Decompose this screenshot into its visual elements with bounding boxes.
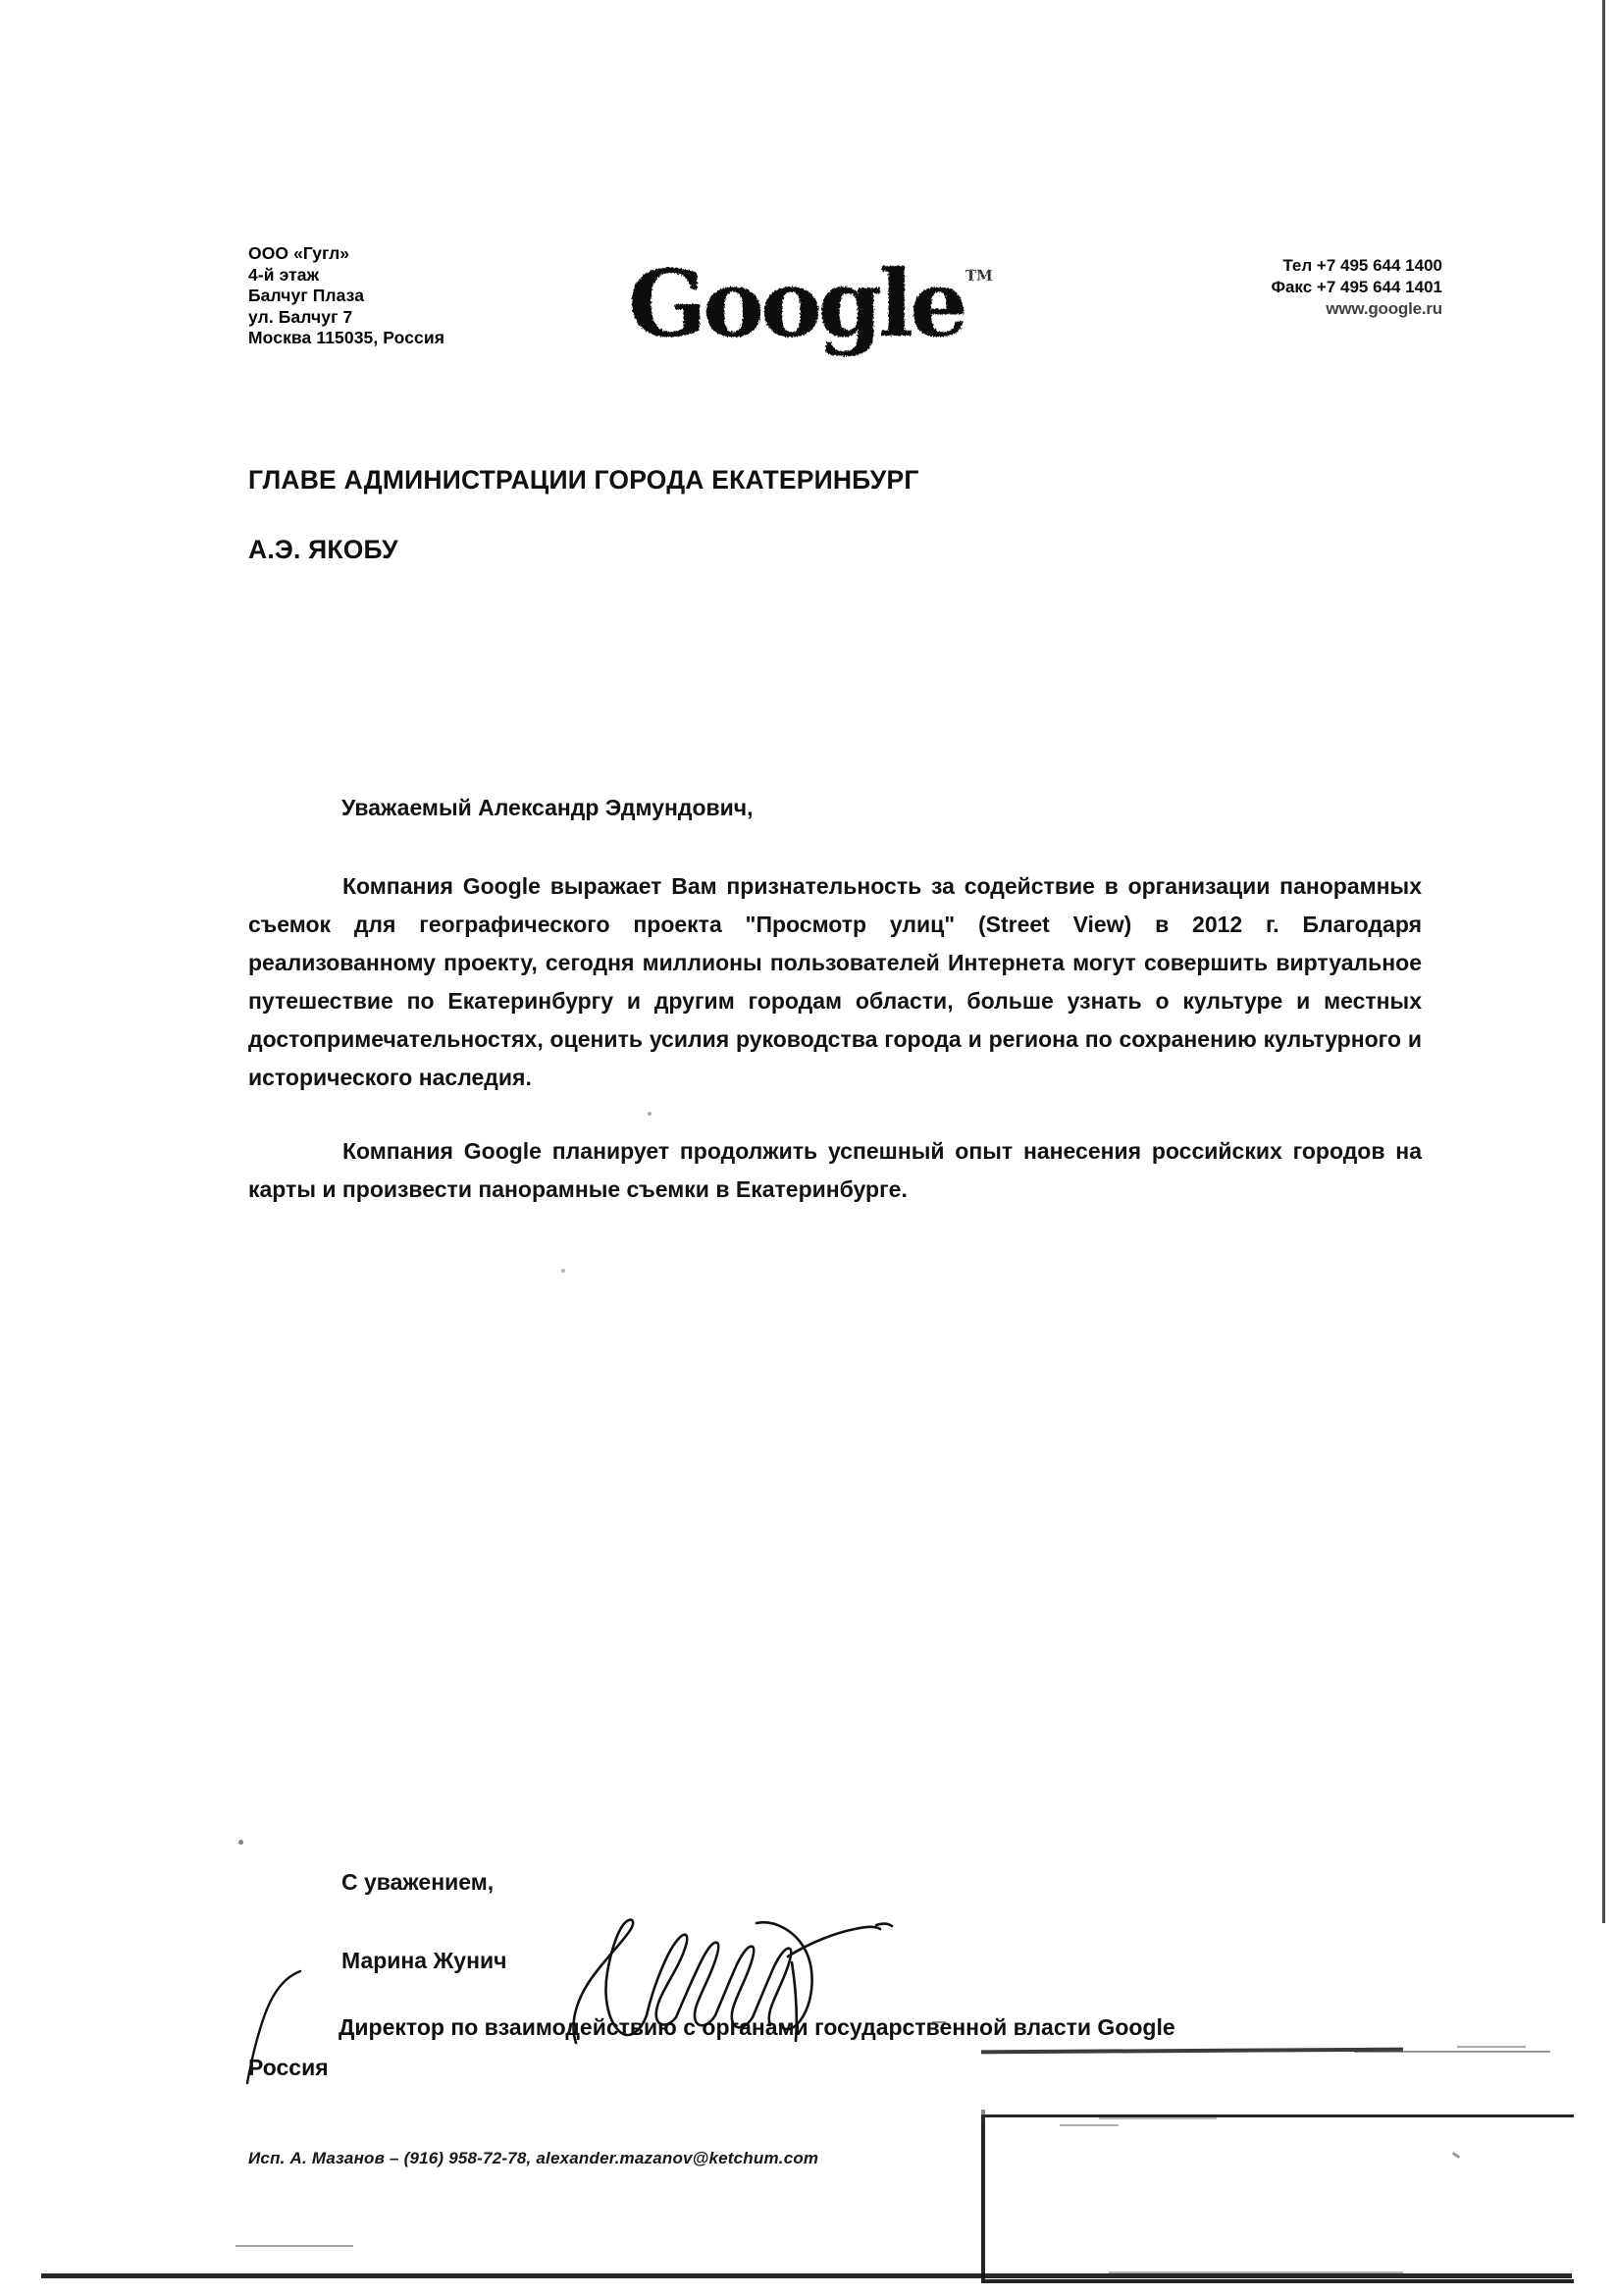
sender-address-line: 4-й этаж <box>248 264 320 285</box>
body-paragraph: Компания Google планирует продолжить успешный опыт нанесения российских городов на карты и произвести панорамные съемки в Екатеринбурге. <box>248 1138 1422 1202</box>
website-url: www.google.ru <box>1326 299 1442 318</box>
signer-name: Марина Жунич <box>341 1948 507 1973</box>
google-logo-texture-icon <box>628 245 1020 363</box>
letter-body <box>248 867 1422 1209</box>
sender-address-line: OOO «Гугл» <box>248 243 350 263</box>
google-logo <box>628 245 1020 363</box>
sender-address-line: Москва 115035, Россия <box>248 328 445 347</box>
svg-text:Google: Google <box>628 250 965 358</box>
salutation: Уважаемый Александр Эдмундович, <box>341 795 754 820</box>
svg-text:TM: TM <box>965 267 993 285</box>
sender-address-line: Балчуг Плаза <box>248 286 365 305</box>
addressee-title: ГЛАВЕ АДМИНИСТРАЦИИ ГОРОДА ЕКАТЕРИНБУРГ <box>248 465 919 495</box>
body-paragraph: Компания Google выражает Вам признательность за содействие в организации панорамных съемок для географического проекта "Просмотр улиц" (Street View) в 2012 г. Благодаря реализованному проекту, сегодня миллионы пользователей Интернета могут совершить виртуальное путешествие по Екатеринбургу и другим городам области, больше узнать о культуре и местных достопримечательностях, оценить усилия руководства города и региона по сохранению культурного и исторического наследия. <box>248 873 1422 1090</box>
scan-streak-artifact <box>235 2245 353 2247</box>
footer-contact-note: Исп. А. Мазанов – (916) 958-72-78, alexander.mazanov@ketchum.com <box>248 2149 819 2167</box>
scan-tick-artifact <box>1457 2046 1526 2048</box>
scan-frame-artifact <box>981 2114 1574 2283</box>
sender-address-line: ул. Балчуг 7 <box>248 306 353 327</box>
scan-speck-artifact <box>561 1269 565 1273</box>
addressee-name: А.Э. ЯКОБУ <box>248 535 398 564</box>
scan-streak-artifact <box>981 2048 1403 2055</box>
signer-title: Директор по взаимодействию с органами государственной власти Google <box>339 2014 1175 2040</box>
scan-tick-artifact <box>981 2110 985 2125</box>
signer-country: Россия <box>248 2055 329 2080</box>
scan-speck-artifact <box>238 1840 243 1845</box>
contact-block <box>1271 255 1442 320</box>
scan-streak-artifact <box>1354 2051 1550 2053</box>
phone-number: Тел +7 495 644 1400 <box>1282 256 1442 275</box>
sender-address-block <box>248 243 444 349</box>
fax-number: Факс +7 495 644 1401 <box>1271 278 1442 296</box>
valediction: С уважением, <box>341 1869 495 1895</box>
